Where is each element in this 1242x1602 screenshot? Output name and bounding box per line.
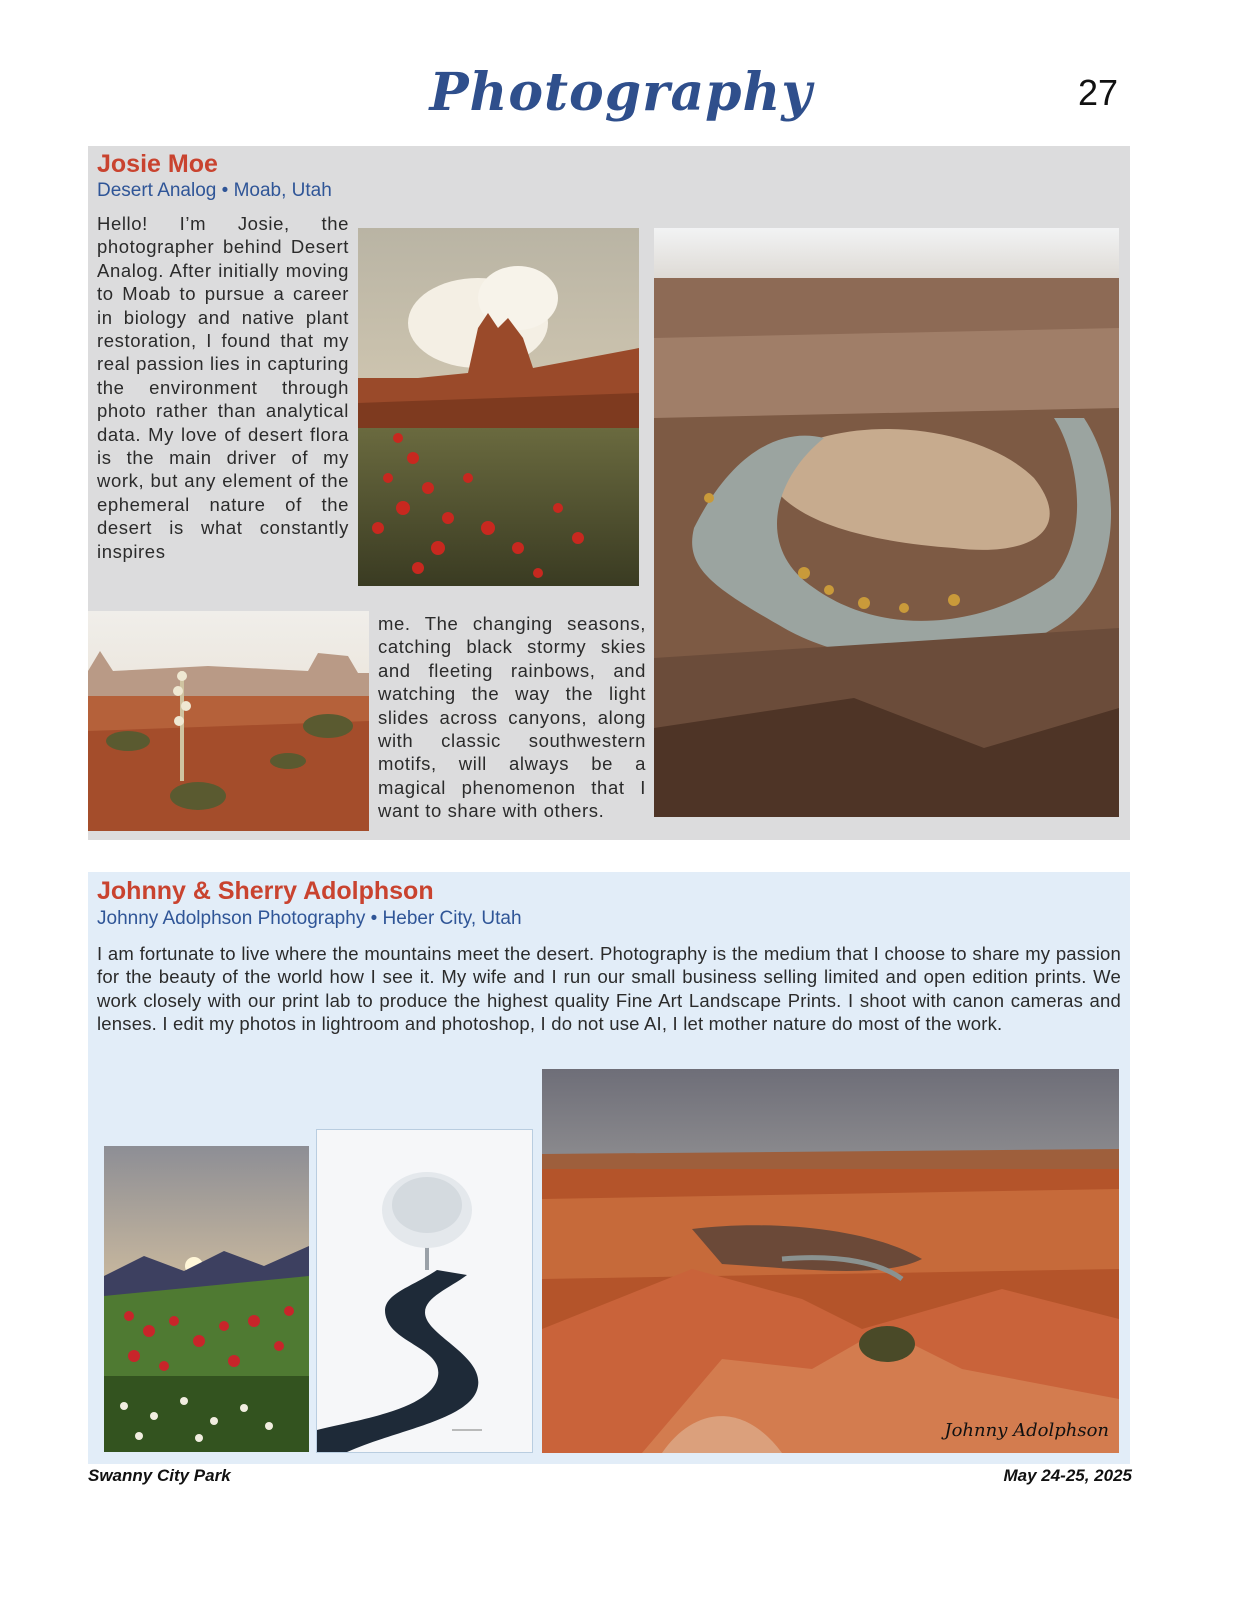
artist-bio-part2: me. The changing seasons, catching black stormy skies and fleeting rainbows, and watching the way the light slides across canyons, along with classic southwestern motifs, will always be a magical phenomenon that I want to share with others.: [378, 613, 646, 822]
photo-paintbrush-sunrise: [104, 1146, 309, 1452]
photo-canyon-overlook: [542, 1069, 1119, 1453]
section-title: Photography: [429, 62, 813, 123]
artist-business: Johnny Adolphson Photography • Heber City, Utah: [97, 908, 522, 929]
artist-bio: I am fortunate to live where the mountains meet the desert. Photography is the medium that I choose to share my passion for the beauty of the world how I see it. My wife and I run our small business selling limited and open edition prints. We work closely with our print lab to produce the highest quality Fine Art Landscape Prints. I shoot with canon cameras and lenses. I edit my photos in lightroom and photoshop, I do not use AI, I let mother nature do most of the work.: [97, 943, 1121, 1035]
photo-yucca-desert: [88, 611, 369, 831]
photographer-signature: Johnny Adolphson: [944, 1420, 1109, 1441]
photo-river-canyon: [654, 228, 1119, 817]
footer-venue: Swanny City Park: [88, 1466, 231, 1485]
footer-dates: May 24-25, 2025: [1003, 1466, 1132, 1485]
artist-name: Johnny & Sherry Adolphson: [97, 877, 434, 905]
artist-name: Josie Moe: [97, 150, 218, 178]
page-number: 27: [1077, 72, 1118, 113]
artist-bio-part1: Hello! I’m Josie, the photographer behind Desert Analog. After initially moving to Moab to pursue a career in biology and native plant restoration, I found that my real passion lies in capturing the environment through photo rather than analytical data. My love of desert flora is the main driver of my work, but any element of the ephemeral nature of the desert is what constantly inspires: [97, 213, 349, 562]
artist-business: Desert Analog • Moab, Utah: [97, 180, 332, 201]
photo-monument-flowers: [358, 228, 639, 586]
photo-winter-tree: [317, 1130, 532, 1452]
